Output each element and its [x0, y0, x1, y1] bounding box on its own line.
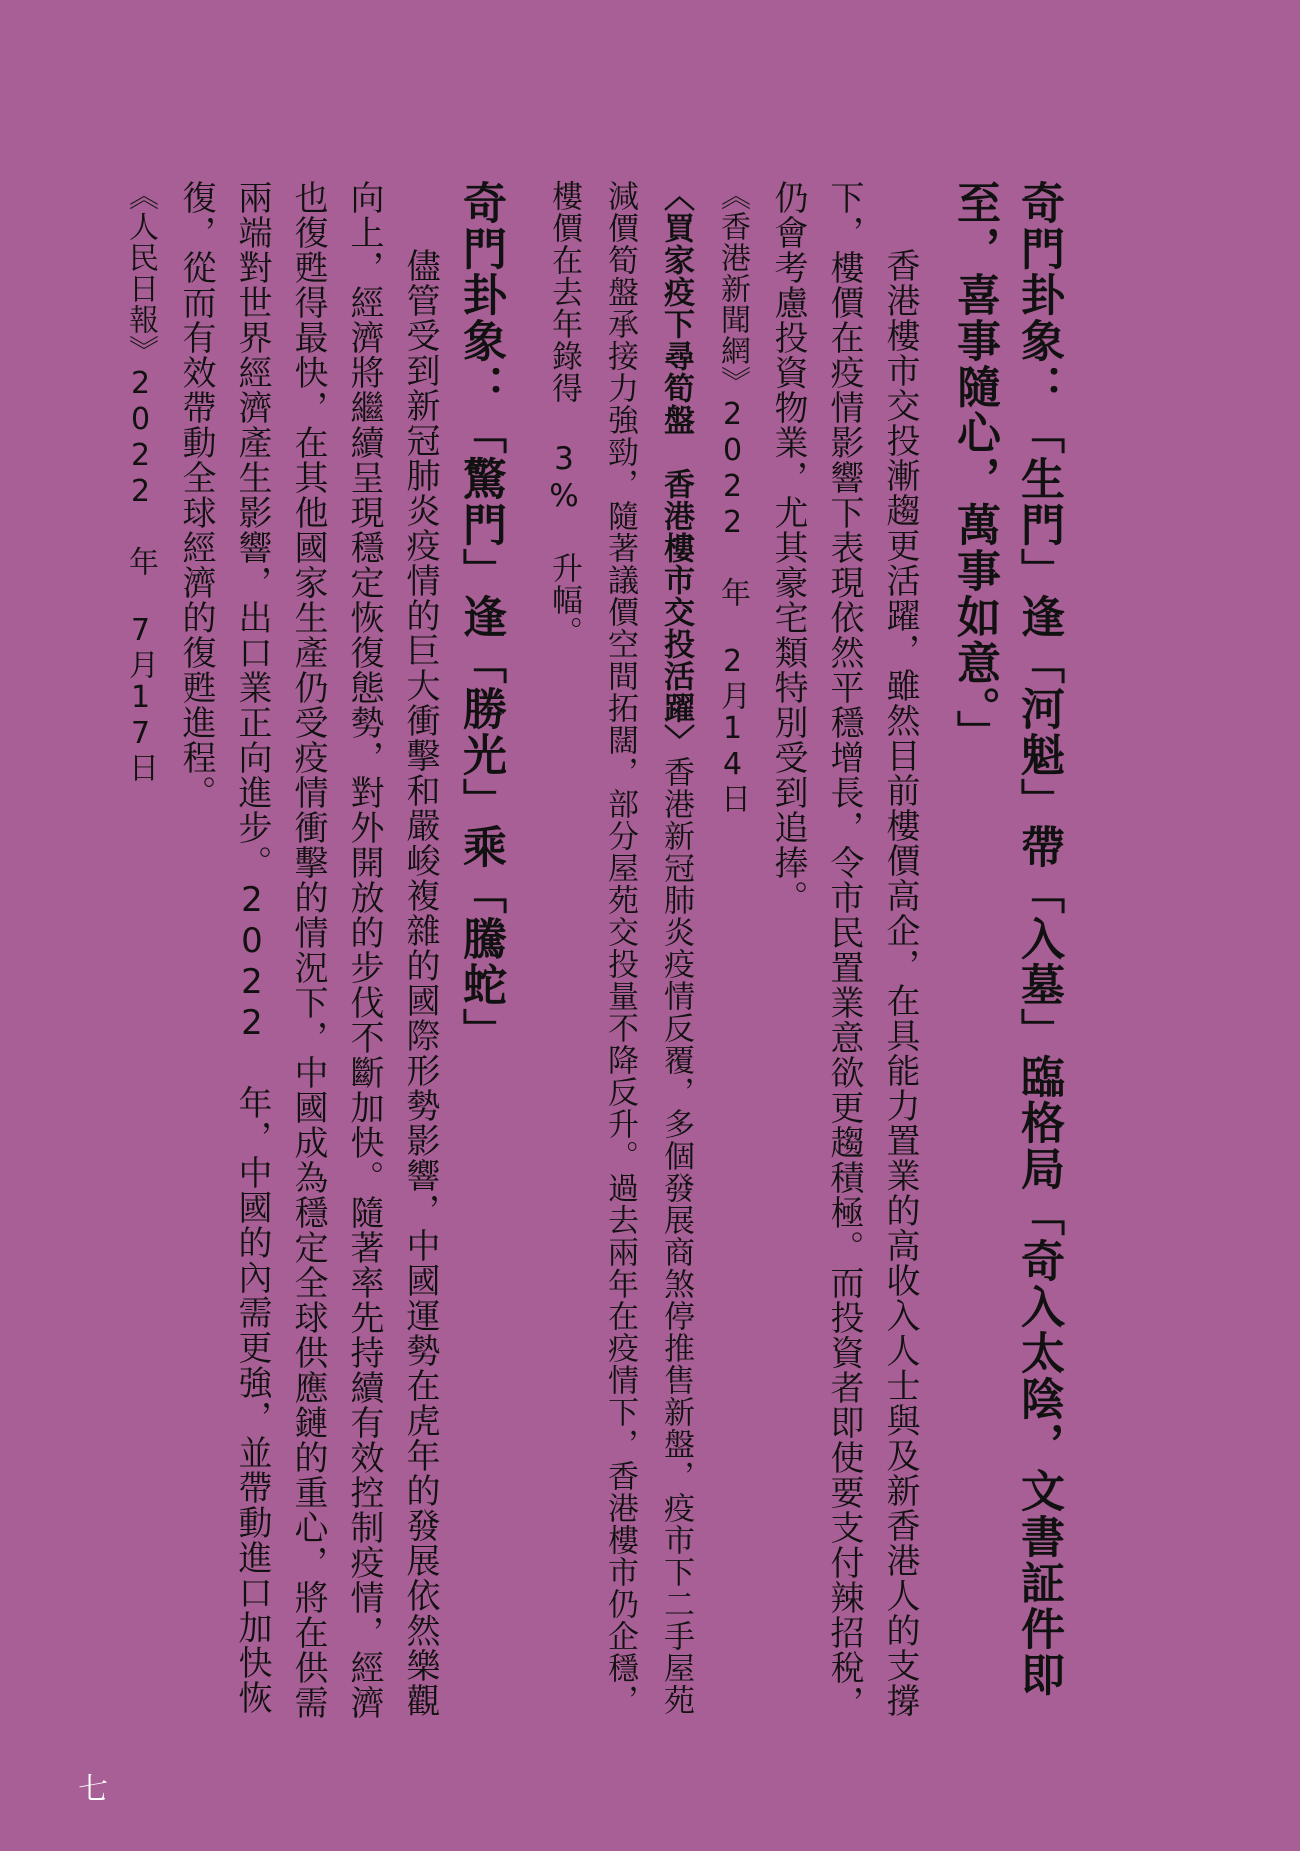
news-title-sep [658, 436, 694, 468]
heading-second-section: 奇門卦象：「驚門」逢「勝光」乘「騰蛇」 [455, 180, 506, 1054]
paragraph-hk-property: 香港樓市交投漸趨更活躍，雖然目前樓價高企，在具能力置業的高收入人士與及新香港人的支撐下，樓價在疫情影響下表現依然平穩增長，令市民置業意欲更趨積極。而投資者即使要支付辣招稅，仍會考慮投資物業，尤其豪宅類特別受到追捧。 [768, 180, 920, 1720]
source-peoples-daily: 《人民日報》2022 年 7月17日 [123, 180, 158, 783]
heading-first-section: 奇門卦象：「生門」逢「河魁」帶「入墓」臨格局「奇入太陰，文書証件即至，喜事隨心，萬事如意。」 [949, 180, 1064, 1698]
news-title-open: 〈 [658, 180, 694, 212]
news-title-part1: 買家疫下尋筍盤 [658, 212, 694, 436]
news-title-close: 〉 [658, 724, 694, 756]
news-title-part2: 香港樓市交投活躍 [658, 468, 694, 724]
page-number: 七 [78, 1772, 108, 1807]
news-excerpt-property [536, 180, 704, 1740]
news-body-text: 香港新冠肺炎疫情反覆，多個發展商煞停推售新盤，疫市下二手屋苑減價筍盤承接力強勁，隨著議價空間拓闊，部分屋苑交投量不降反升。過去兩年在疫情下，香港樓市仍企穩，樓價在去年錄得 3% 升幅。 [546, 180, 694, 1716]
vertical-text-column [123, 180, 1070, 1740]
source-hk-news-net: 《香港新聞網》2022 年 2月14日 [715, 180, 750, 814]
paragraph-china-economy: 儘管受到新冠肺炎疫情的巨大衝擊和嚴峻複雜的國際形勢影響，中國運勢在虎年的發展依然樂觀向上，經濟將繼續呈現穩定恢復態勢，對外開放的步伐不斷加快。隨著率先持續有效控制疫情，經濟也復甦得最快，在其他國家生產仍受疫情衝擊的情況下，中國成為穩定全球供應鏈的重心，將在供需兩端對世界經濟產生影響，出口業正向進步。2022 年，中國的內需更強，並帶動進口加快恢復，從而有效帶動全球經濟的復甦進程。 [176, 180, 440, 1720]
